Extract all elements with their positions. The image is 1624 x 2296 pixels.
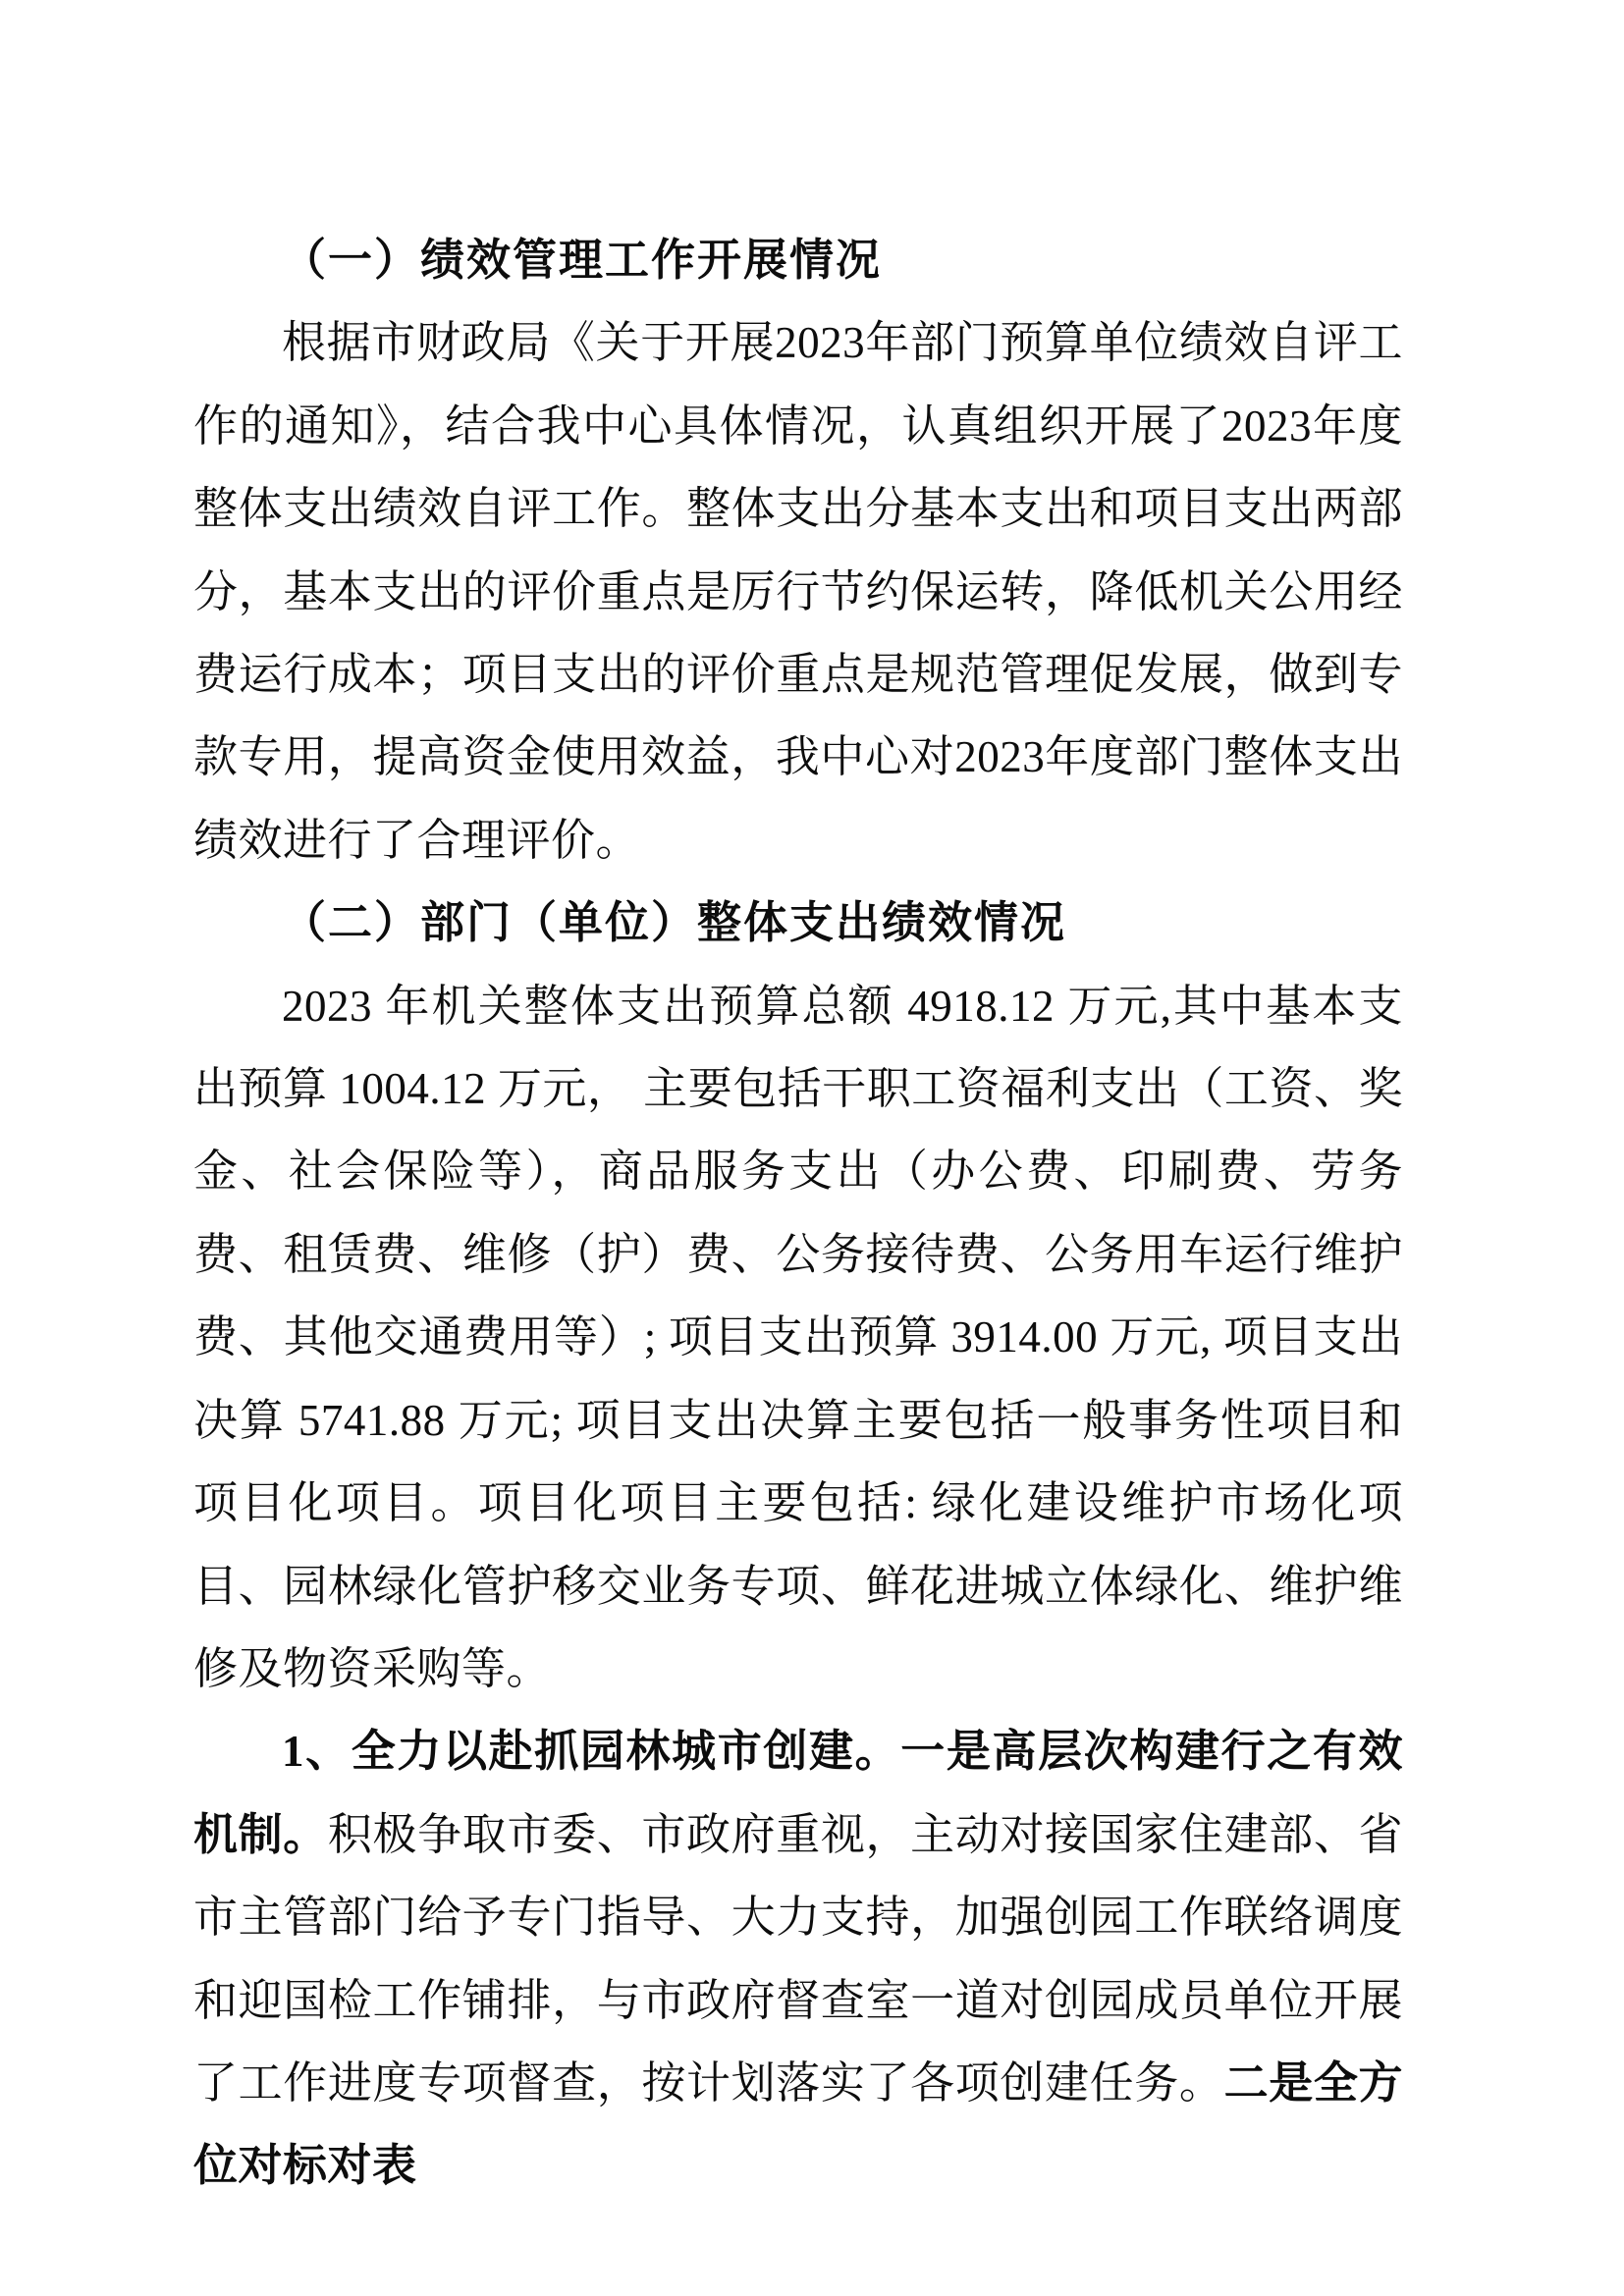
text-run: （二）部门（单位）整体支出绩效情况 (282, 898, 1067, 948)
section-heading-1 (193, 219, 1403, 301)
text-run: 积极争取市委、市政府重视，主动对接国家住建部、省市主管部门给予专门指导、大力支持，加强创园工作联络调度和迎国检工作铺排，与市政府督查室一道对创园成员单位开展了工作进度专项督查，按计划落实了各项创建任务。 (193, 1809, 1403, 2108)
text-run: （一）绩效管理工作开展情况 (282, 236, 883, 285)
document-body (193, 219, 1403, 2208)
paragraph-garden-city-creation (193, 1710, 1403, 2207)
paragraph-performance-management (193, 301, 1403, 881)
section-heading-2 (193, 881, 1403, 964)
text-run: 二是全方位对标对表 (193, 2057, 1403, 2191)
text-run: 1、全力以赴抓园林城市创建。一是高层次构建行之有效机制。 (193, 1727, 1403, 1859)
paragraph-overall-expenditure (193, 965, 1403, 1711)
text-run: 根据市财政局《关于开展2023年部门预算单位绩效自评工作的通知》，结合我中心具体情况，认真组织开展了2023年度整体支出绩效自评工作。整体支出分基本支出和项目支出两部分，基本支出的评价重点是厉行节约保运转，降低机关公用经费运行成本；项目支出的评价重点是规范管理促发展，做到专款专用，提高资金使用效益，我中心对2023年度部门整体支出绩效进行了合理评价。 (193, 318, 1403, 865)
text-run: 2023 年机关整体支出预算总额 4918.12 万元,其中基本支出预算 1004.12 万元， 主要包括干职工资福利支出（工资、奖金、社会保险等），商品服务支出（办公费、印刷费、劳务费、租赁费、维修（护）费、公务接待费、公务用车运行维护费、其他交通费用等）; 项目支出预算 3914.00 万元, 项目支出决算 5741.88 万元; 项目支出决算主要包括一般事务性项目和项目化项目。项目化项目主要包括: 绿化建设维护市场化项目、园林绿化管护移交业务专项、鲜花进城立体绿化、维护维修及物资采购等。 (193, 981, 1403, 1693)
